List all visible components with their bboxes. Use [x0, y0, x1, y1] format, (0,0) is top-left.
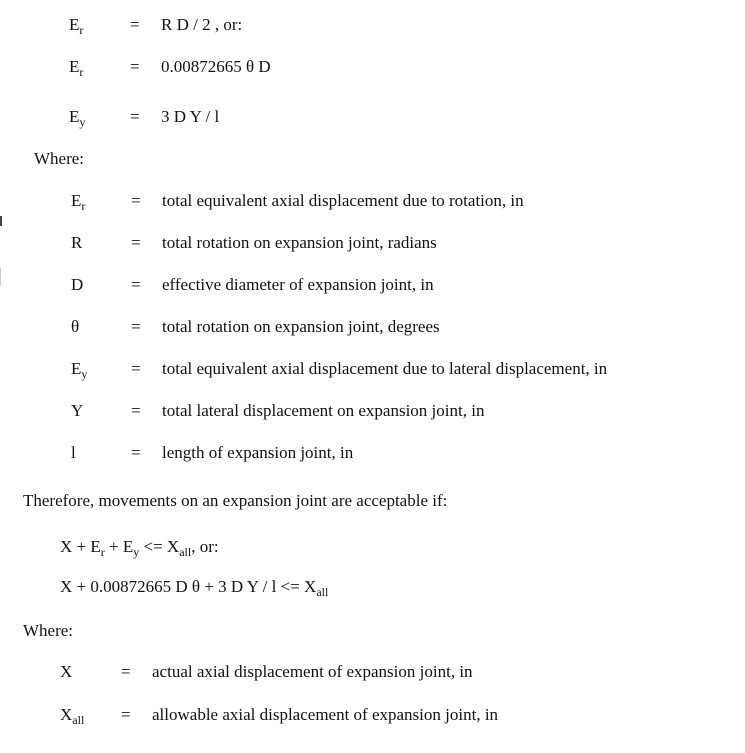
def-symbol-ey: $E_y$: [71, 359, 88, 381]
def-symbol-r: R: [71, 233, 83, 252]
margin-mark: [0, 216, 2, 226]
equation-2-equals: =: [130, 57, 140, 76]
where-heading-1: Where:: [34, 149, 85, 168]
def-text-xall: allowable axial displacement of expansion joint, in: [152, 705, 499, 724]
where-heading-2: Where:: [23, 621, 74, 640]
def-text-y: total lateral displacement on expansion joint, in: [162, 401, 485, 420]
margin-mark: [0, 268, 1, 286]
def-equals-x: =: [121, 662, 131, 681]
def-text-d: effective diameter of expansion joint, in: [162, 275, 434, 294]
def-symbol-x: X: [60, 662, 73, 681]
def-equals-theta: =: [131, 317, 141, 336]
def-equals-l: =: [131, 443, 141, 462]
equation-2-rhs: 0.00872665 θ D: [161, 57, 271, 76]
def-text-er: total equivalent axial displacement due to rotation, in: [162, 191, 524, 210]
def-text-x: actual axial displacement of expansion joint, in: [152, 662, 473, 681]
def-equals-ey: =: [131, 359, 141, 378]
def-text-theta: total rotation on expansion joint, degrees: [162, 317, 440, 336]
def-equals-xall: =: [121, 705, 131, 724]
equation-1-rhs: R D / 2 , or:: [161, 15, 243, 34]
def-text-ey: total equivalent axial displacement due to lateral displacement, in: [162, 359, 608, 378]
def-equals-d: =: [131, 275, 141, 294]
def-text-r: total rotation on expansion joint, radians: [162, 233, 437, 252]
def-symbol-er: $E_r$: [71, 191, 86, 213]
condition-1: $X + E_r + E_y <= X_{all}$, or:: [60, 537, 219, 559]
def-symbol-d: D: [71, 275, 84, 294]
equation-3-symbol: $E_y$: [69, 107, 86, 129]
def-symbol-l: l: [71, 443, 76, 462]
equation-3-equals: =: [130, 107, 140, 126]
def-equals-er: =: [131, 191, 141, 210]
equation-1-symbol: $E_r$: [69, 15, 84, 37]
def-equals-y: =: [131, 401, 141, 420]
def-symbol-xall: $X_{all}$: [60, 705, 85, 727]
therefore-sentence: Therefore, movements on an expansion joint are acceptable if:: [23, 491, 448, 510]
def-equals-r: =: [131, 233, 141, 252]
def-symbol-y: Y: [71, 401, 84, 420]
condition-2: X + 0.00872665 D θ + 3 D $Y / l <= X_{all}$: [60, 577, 329, 599]
def-symbol-theta: θ: [71, 317, 80, 336]
equation-1-equals: =: [130, 15, 140, 34]
equation-2-symbol: $E_r$: [69, 57, 84, 79]
equation-3-rhs: 3 D Y / l: [161, 107, 220, 126]
def-text-l: length of expansion joint, in: [162, 443, 354, 462]
